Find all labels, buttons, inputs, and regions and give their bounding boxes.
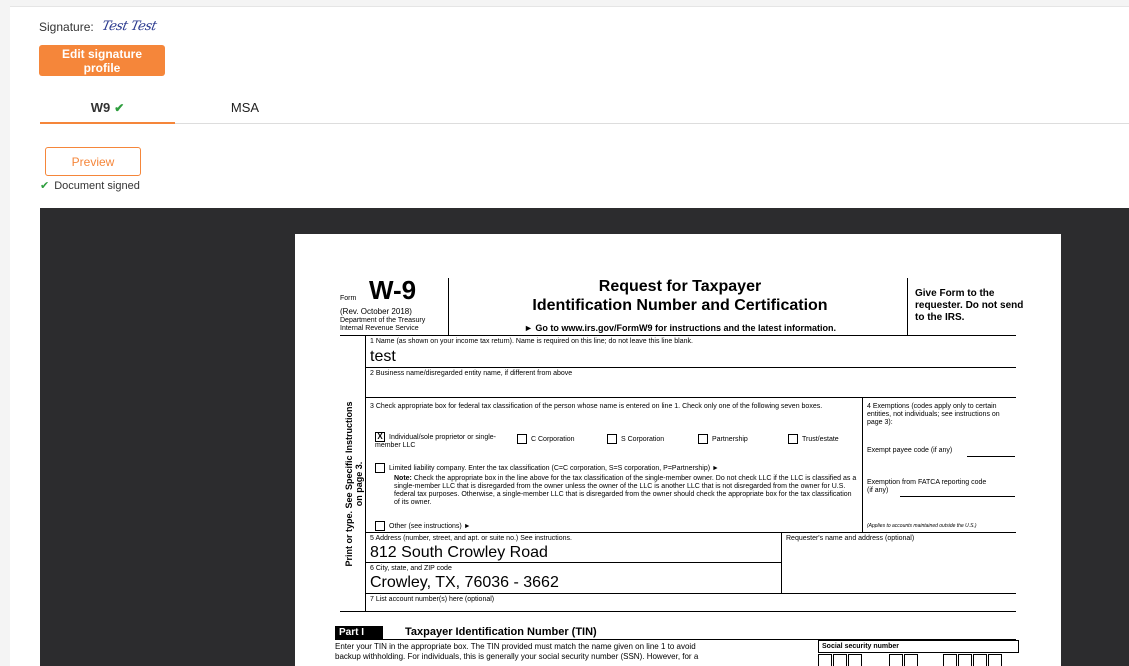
signature-image: Test Test [100, 19, 158, 34]
ssn-digit-box[interactable] [818, 654, 832, 666]
form-revision: (Rev. October 2018) [340, 307, 412, 316]
ssn-digit-box[interactable] [833, 654, 847, 666]
document-status [40, 179, 140, 192]
opt-individual: X Individual/sole proprietor or single-member LLC [375, 432, 496, 449]
opt-llc: Limited liability company. Enter the tax classification (C=C corporation, S=S corporation, P=Partnership) ► [375, 463, 855, 473]
fatca-note: (Applies to accounts maintained outside the U.S.) [867, 523, 977, 529]
llc-checkbox[interactable] [375, 463, 385, 473]
preview-button[interactable]: Preview [45, 147, 141, 176]
document-tabs [40, 93, 1129, 124]
document-viewer[interactable] [40, 208, 1129, 666]
ssn-digit-box[interactable] [889, 654, 903, 666]
line1-label: 1 Name (as shown on your income tax return). Name is required on this line; do not leave this line blank. [370, 338, 693, 345]
note-text: Note: Check the appropriate box in the line above for the tax classification of the single-member owner. Do not check LLC if the LLC is classified as a single-member LLC that is disregarded from the owner unless the owner of the LLC is another LLC that is not disregarded from the owner for U.S. federal tax purposes. Otherwise, a single-member LLC that is disregarded from the owner should check the appropriate box for the tax classification of its owner. [394, 475, 857, 506]
ssn-digit-box[interactable] [958, 654, 972, 666]
w9-form-page [295, 234, 1061, 666]
individual-checkbox[interactable]: X [375, 432, 385, 442]
ssn-digit-box[interactable] [973, 654, 987, 666]
check-icon: ✔ [40, 180, 50, 192]
ccorp-checkbox[interactable] [517, 434, 527, 444]
line6-label: 6 City, state, and ZIP code [370, 565, 452, 572]
tab-msa-label: MSA [230, 100, 260, 115]
line6-value: Crowley, TX, 76036 - 3662 [370, 574, 559, 591]
opt-trust: Trust/estate [788, 434, 839, 444]
tab-msa[interactable] [190, 93, 300, 122]
opt-other: Other (see instructions) ► [375, 521, 471, 531]
give-form-note: Give Form to the requester. Do not send to the IRS. [915, 288, 1024, 323]
tab-w9-label: W9 [90, 100, 111, 115]
ssn-digit-box[interactable] [848, 654, 862, 666]
ssn-digit-box[interactable] [988, 654, 1002, 666]
tab-w9[interactable] [40, 93, 175, 124]
ssn-digit-box[interactable] [904, 654, 918, 666]
exempt-payee-label: Exempt payee code (if any) [867, 447, 953, 454]
part1-text-2: backup withholding. For individuals, this is generally your social security number (SSN). However, for a [335, 652, 699, 661]
requester-label: Requester's name and address (optional) [786, 535, 915, 542]
opt-partnership: Partnership [698, 434, 748, 444]
status-text: Document signed [54, 179, 140, 192]
signature-label: Signature: [39, 19, 94, 34]
fatca-label: Exemption from FATCA reporting code (if any) [867, 479, 987, 494]
exemptions-label: 4 Exemptions (codes apply only to certain entities, not individuals; see instructions on page 3): [867, 403, 1000, 426]
line2-label: 2 Business name/disregarded entity name, if different from above [370, 370, 573, 377]
part1-title: Taxpayer Identification Number (TIN) [405, 626, 597, 638]
form-label: Form [340, 295, 357, 302]
part1-text-1: Enter your TIN in the appropriate box. The TIN provided must match the name given on line 1 to avoid [335, 642, 696, 651]
opt-scorp: S Corporation [607, 434, 664, 444]
form-irs: Internal Revenue Service [340, 325, 419, 332]
line1-value: test [370, 348, 396, 365]
other-checkbox[interactable] [375, 521, 385, 531]
line5-value: 812 South Crowley Road [370, 544, 548, 561]
line5-label: 5 Address (number, street, and apt. or suite no.) See instructions. [370, 535, 572, 542]
opt-ccorp: C Corporation [517, 434, 575, 444]
partnership-checkbox[interactable] [698, 434, 708, 444]
part1-label: Part I [335, 626, 383, 639]
scorp-checkbox[interactable] [607, 434, 617, 444]
form-goto: ► Go to www.irs.gov/FormW9 for instructions and the latest information. [523, 323, 837, 333]
form-number: W-9 [369, 275, 417, 305]
trust-checkbox[interactable] [788, 434, 798, 444]
signature-row [39, 19, 156, 34]
check-icon: ✔ [114, 100, 125, 115]
ssn-digit-box[interactable] [943, 654, 957, 666]
form-title-1: Request for Taxpayer [598, 278, 762, 295]
form-title-2: Identification Number and Certification [532, 297, 828, 314]
edit-signature-profile-button[interactable]: Edit signature profile [39, 45, 165, 76]
content-card [10, 6, 1129, 666]
form-side-text: Print or type. See Specific Instructions on page 3. [344, 401, 364, 567]
form-dept: Department of the Treasury [340, 317, 426, 324]
line7-label: 7 List account number(s) here (optional) [370, 596, 495, 603]
line3-label: 3 Check appropriate box for federal tax classification of the person whose name is entered on line 1. Check only one of the following seven boxes. [370, 403, 823, 410]
ssn-label: Social security number [818, 640, 1019, 653]
